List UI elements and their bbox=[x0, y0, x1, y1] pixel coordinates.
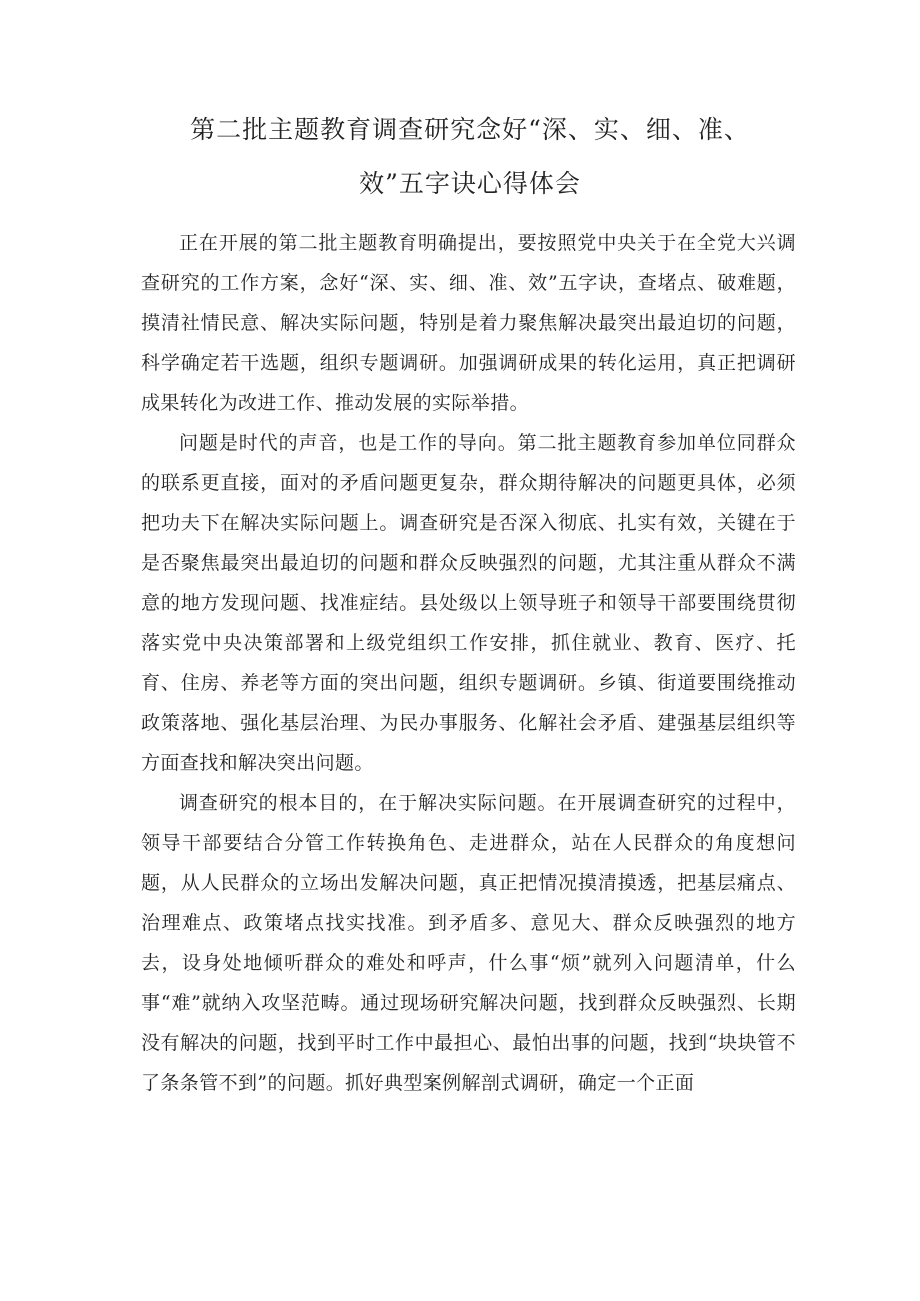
title-line-2: 效”五字诀心得体会 bbox=[359, 169, 581, 198]
title-line-1: 第二批主题教育调查研究念好“深、实、细、准、 bbox=[190, 115, 750, 144]
document-title bbox=[140, 103, 800, 211]
paragraph-1: 正在开展的第二批主题教育明确提出，要按照党中央关于在全党大兴调查研究的工作方案，念好“深、实、细、准、效”五字诀，查堵点、破难题，摸清社情民意、解决实际问题，特别是着力聚焦解决最突出最迫切的问题，科学确定若干选题，组织专题调研。加强调研成果的转化运用，真正把调研成果转化为改进工作、推动发展的实际举措。 bbox=[141, 232, 796, 414]
document-body bbox=[141, 223, 796, 1103]
paragraph-3: 调查研究的根本目的，在于解决实际问题。在开展调查研究的过程中，领导干部要结合分管工作转换角色、走进群众，站在人民群众的角度想问题，从人民群众的立场出发解决问题，真正把情况摸清摸透，把基层痛点、治理难点、政策堵点找实找准。到矛盾多、意见大、群众反映强烈的地方去，设身处地倾听群众的难处和呼声，什么事“烦”就列入问题清单，什么事“难”就纳入攻坚范畴。通过现场研究解决问题，找到群众反映强烈、长期没有解决的问题，找到平时工作中最担心、最怕出事的问题，找到“块块管不了条条管不到”的问题。抓好典型案例解剖式调研，确定一个正面 bbox=[141, 792, 796, 1094]
paragraph-2: 问题是时代的声音，也是工作的导向。第二批主题教育参加单位同群众的联系更直接，面对的矛盾问题更复杂，群众期待解决的问题更具体，必须把功夫下在解决实际问题上。调查研究是否深入彻底、扎实有效，关键在于是否聚焦最突出最迫切的问题和群众反映强烈的问题，尤其注重从群众不满意的地方发现问题、找准症结。县处级以上领导班子和领导干部要围绕贯彻落实党中央决策部署和上级党组织工作安排，抓住就业、教育、医疗、托育、住房、养老等方面的突出问题，组织专题调研。乡镇、街道要围绕推动政策落地、强化基层治理、为民办事服务、化解社会矛盾、建强基层组织等方面查找和解决突出问题。 bbox=[141, 432, 796, 774]
